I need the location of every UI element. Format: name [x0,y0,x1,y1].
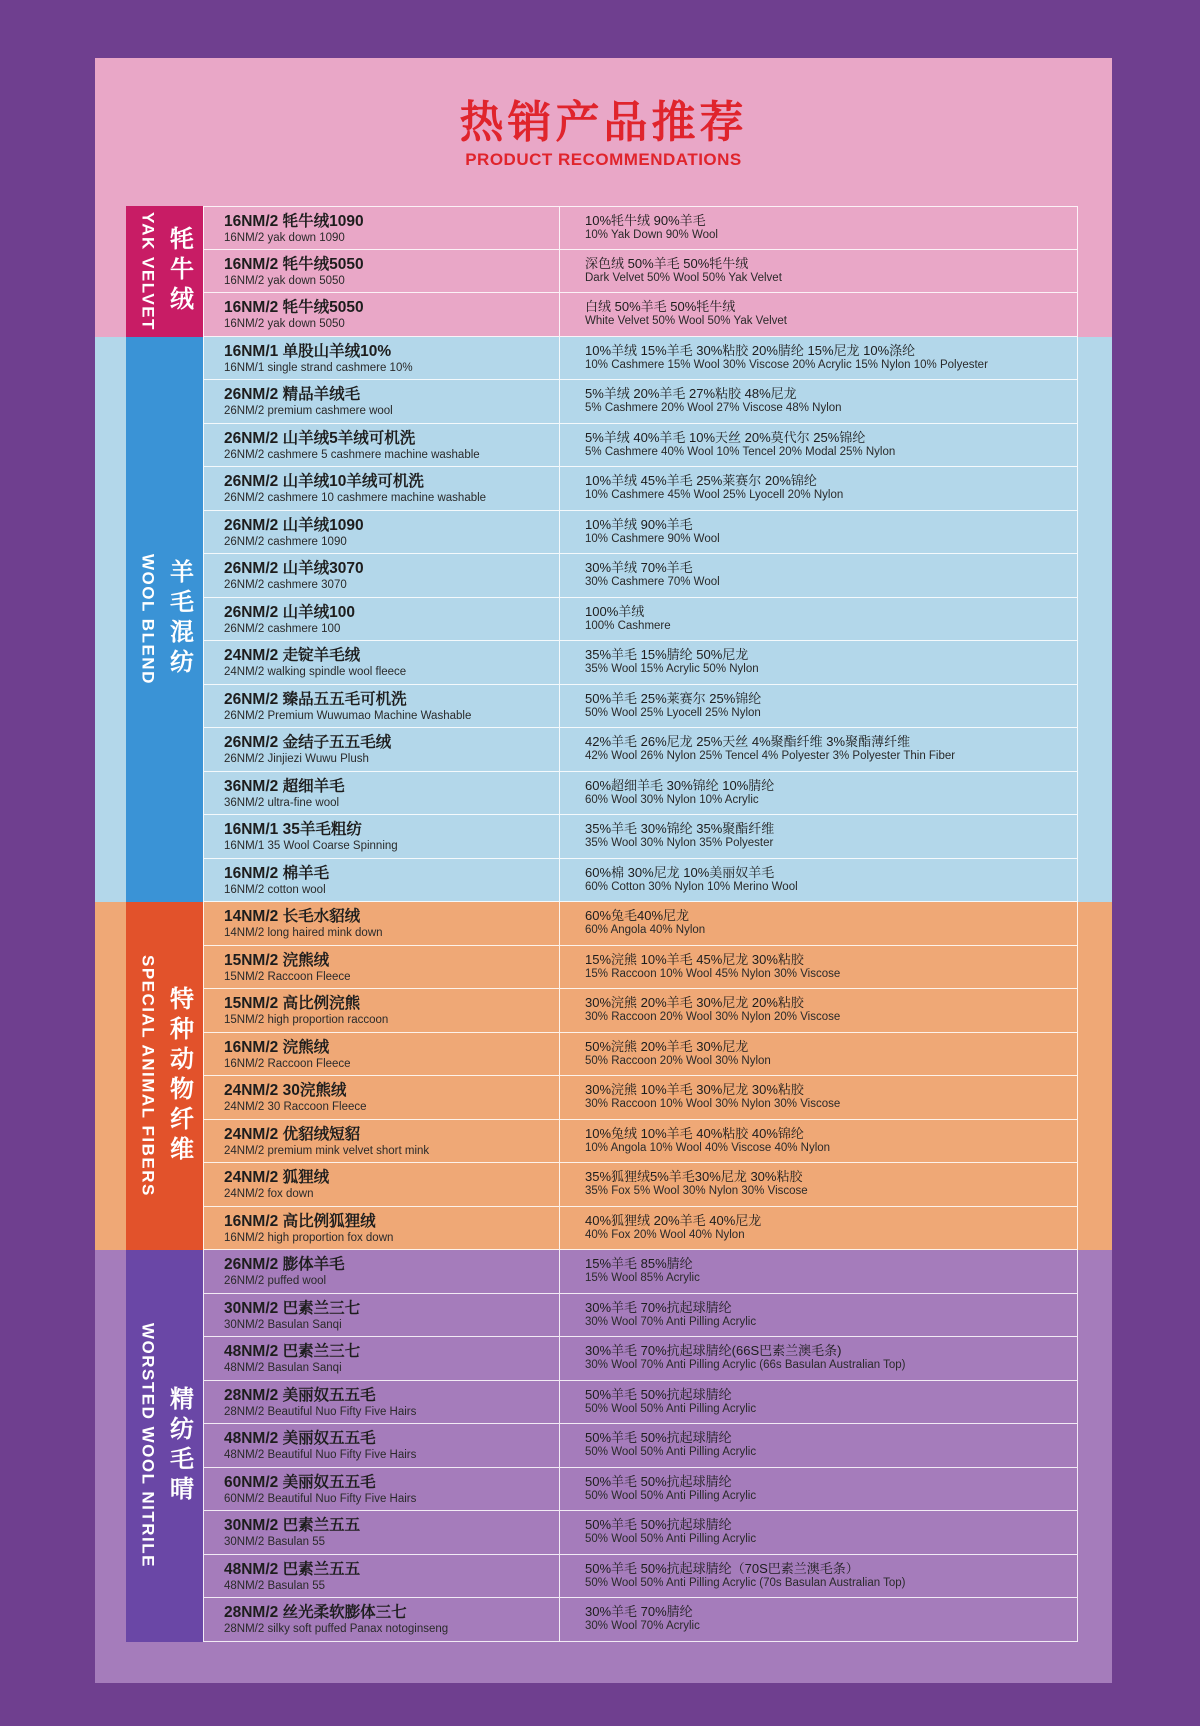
table-row [203,1163,1078,1207]
table-row [203,467,1078,511]
page-title: 热销产品推荐 [459,98,748,147]
composition-cell [560,598,1078,641]
table-row [203,685,1078,729]
composition-cell [560,1555,1078,1598]
composition-en: White Velvet 50% Wool 50% Yak Velvet [585,315,788,327]
composition-cn: 30%羊毛 70%腈纶 [585,1604,693,1619]
composition-cn: 50%羊毛 50%抗起球腈纶 [585,1517,732,1532]
product-name-en: 24NM/2 fox down [224,1188,314,1200]
product-name-cell [203,1163,560,1206]
product-name-en: 26NM/2 cashmere 3070 [224,579,347,591]
product-name: 26NM/2 山羊绒1090 [224,516,364,534]
product-name-en: 30NM/2 Basulan 55 [224,1536,326,1548]
product-name-en: 26NM/2 Jinjiezi Wuwu Plush [224,753,369,765]
product-name-cell [203,815,560,858]
product-name: 26NM/2 精品羊绒毛 [224,386,361,403]
composition-cell [560,1468,1078,1511]
composition-cn: 10%牦牛绒 90%羊毛 [585,213,706,228]
composition-cn: 42%羊毛 26%尼龙 25%天丝 4%聚酯纤维 3%聚酯薄纤维 [585,734,911,749]
table-row [203,989,1078,1033]
composition-cell [560,859,1078,902]
table-row [203,946,1078,990]
composition-en: 35% Wool 30% Nylon 35% Polyester [585,837,774,849]
composition-cn: 60%棉 30%尼龙 10%美丽奴羊毛 [585,864,775,880]
product-name-cell [203,1555,560,1598]
composition-cell [560,902,1078,945]
product-name-cell [203,1337,560,1380]
product-name: 16NM/2 高比例狐狸绒 [224,1212,376,1230]
product-name: 60NM/2 美丽奴五五毛 [224,1473,376,1491]
composition-en: 50% Wool 50% Anti Pilling Acrylic [585,1402,757,1415]
category-name-cn: 特种动物纤维 [165,985,193,1166]
table-row [203,1555,1078,1599]
table-row [203,1381,1078,1425]
composition-cell [560,1381,1078,1424]
composition-cell [560,815,1078,858]
product-name: 26NM/2 山羊绒10羊绒可机洗 [224,473,424,490]
product-name-en: 30NM/2 Basulan Sanqi [224,1318,342,1331]
table-row [203,1207,1078,1251]
composition-en: 15% Wool 85% Acrylic [585,1272,700,1284]
product-name: 16NM/2 浣熊绒 [224,1038,330,1056]
composition-cn: 35%羊毛 15%腈纶 50%尼龙 [585,647,749,662]
table-row [203,424,1078,468]
product-name-cell [203,598,560,641]
composition-cell [560,554,1078,597]
product-name-en: 28NM/2 Beautiful Nuo Fifty Five Hairs [224,1405,417,1418]
composition-cn: 30%浣熊 20%羊毛 30%尼龙 20%粘胶 [585,995,804,1010]
product-name-en: 26NM/2 cashmere 10 cashmere machine washable [224,492,487,504]
product-name-cell [203,207,560,249]
product-name-cell [203,728,560,771]
composition-cell [560,1120,1078,1163]
product-name-en: 16NM/1 35 Wool Coarse Spinning [224,840,398,852]
composition-cn: 100%羊绒 [585,603,645,619]
composition-en: 30% Wool 70% Acrylic [585,1620,700,1632]
product-name: 16NM/2 牦牛绒5050 [224,299,364,316]
category-label [126,1250,203,1642]
product-name-cell [203,772,560,815]
composition-cn: 60%超细羊毛 30%锦纶 10%腈纶 [585,777,775,793]
product-name-cell [203,1598,560,1641]
table-row [203,772,1078,816]
product-name-cell [203,424,560,467]
composition-cell [560,1598,1078,1641]
composition-cn: 10%兔绒 10%羊毛 40%粘胶 40%锦纶 [585,1125,804,1141]
product-name-cell [203,641,560,684]
product-name-en: 16NM/2 high proportion fox down [224,1231,394,1244]
product-name: 24NM/2 走锭羊毛绒 [224,647,361,664]
product-name: 16NM/2 棉羊毛 [224,864,330,882]
composition-cell [560,685,1078,728]
composition-en: 10% Cashmere 15% Wool 30% Viscose 20% Acrylic 15% Nylon 10% Polyester [585,358,988,371]
product-name-en: 14NM/2 long haired mink down [224,927,383,939]
table-row [203,337,1078,381]
category-label [126,206,203,337]
composition-cell [560,946,1078,989]
composition-en: 60% Cotton 30% Nylon 10% Merino Wool [585,880,798,893]
product-name-en: 15NM/2 Raccoon Fleece [224,970,351,983]
composition-cn: 50%羊毛 50%抗起球腈纶（70S巴素兰澳毛条） [585,1560,859,1576]
composition-en: 40% Fox 20% Wool 40% Nylon [585,1228,745,1241]
product-name-cell [203,337,560,380]
table-row [203,815,1078,859]
product-name: 16NM/1 单股山羊绒10% [224,342,392,360]
composition-cell [560,772,1078,815]
table-row [203,380,1078,424]
table-row [203,1598,1078,1642]
composition-en: 50% Wool 25% Lyocell 25% Nylon [585,706,761,719]
product-name: 30NM/2 巴素兰五五 [224,1517,361,1534]
composition-cn: 5%羊绒 40%羊毛 10%天丝 20%莫代尔 25%锦纶 [585,429,866,445]
composition-cn: 50%羊毛 50%抗起球腈纶 [585,1386,732,1402]
product-name-en: 16NM/2 Raccoon Fleece [224,1057,351,1070]
composition-cn: 35%狐狸绒5%羊毛30%尼龙 30%粘胶 [585,1169,803,1184]
table-row [203,1337,1078,1381]
composition-cell [560,293,1078,336]
product-name: 28NM/2 丝光柔软膨体三七 [224,1604,407,1621]
product-name-cell [203,1207,560,1250]
table-row [203,902,1078,946]
product-name-en: 16NM/2 yak down 5050 [224,274,345,287]
category-label-text [137,554,193,685]
category-name-en: YAK VELVET [138,211,158,331]
product-name-cell [203,946,560,989]
composition-cell [560,1294,1078,1337]
product-name-cell [203,467,560,510]
composition-en: 50% Wool 50% Anti Pilling Acrylic (70s Basulan Australian Top) [585,1576,906,1589]
product-name: 48NM/2 美丽奴五五毛 [224,1430,376,1447]
product-name-cell [203,1033,560,1076]
product-name: 26NM/2 山羊绒100 [224,603,355,621]
composition-cn: 50%浣熊 20%羊毛 30%尼龙 [585,1038,749,1054]
table-row [203,1076,1078,1120]
product-name-cell [203,511,560,554]
composition-cell [560,1076,1078,1119]
composition-cn: 15%浣熊 10%羊毛 45%尼龙 30%粘胶 [585,951,804,967]
composition-cell [560,424,1078,467]
composition-cell [560,380,1078,423]
product-name-cell [203,293,560,336]
product-name-cell [203,685,560,728]
page-subtitle: PRODUCT RECOMMENDATIONS [465,150,742,169]
category-label [126,337,203,903]
composition-cell [560,511,1078,554]
composition-en: 35% Fox 5% Wool 30% Nylon 30% Viscose [585,1185,808,1197]
product-name-cell [203,989,560,1032]
composition-cell [560,1033,1078,1076]
product-name-cell [203,1250,560,1293]
composition-cell [560,337,1078,380]
table-row [203,206,1078,250]
product-name-cell [203,380,560,423]
product-name-en: 26NM/2 cashmere 5 cashmere machine washable [224,448,480,461]
composition-cn: 30%羊毛 70%抗起球腈纶(66S巴素兰澳毛条) [585,1343,842,1358]
table-row [203,859,1078,903]
table-row [203,511,1078,555]
composition-cell [560,728,1078,771]
product-name-cell [203,1424,560,1467]
product-name: 16NM/2 牦牛绒5050 [224,255,364,273]
product-name-en: 28NM/2 silky soft puffed Panax notoginseng [224,1623,449,1635]
product-name-en: 48NM/2 Beautiful Nuo Fifty Five Hairs [224,1449,417,1461]
composition-cell [560,1337,1078,1380]
composition-en: 30% Raccoon 10% Wool 30% Nylon 30% Viscose [585,1098,841,1110]
product-name: 26NM/2 山羊绒3070 [224,560,364,577]
composition-cell [560,989,1078,1032]
product-name-cell [203,1076,560,1119]
table-row [203,1250,1078,1294]
table-row [203,728,1078,772]
composition-cn: 10%羊绒 15%羊毛 30%粘胶 20%腈纶 15%尼龙 10%涤纶 [585,342,916,358]
composition-cell [560,1424,1078,1467]
product-name-en: 26NM/2 Premium Wuwumao Machine Washable [224,709,472,722]
composition-cn: 白绒 50%羊毛 50%牦牛绒 [585,299,736,314]
product-name-en: 26NM/2 puffed wool [224,1275,327,1287]
composition-cell [560,467,1078,510]
composition-cn: 30%羊绒 70%羊毛 [585,560,693,575]
table-row [203,1468,1078,1512]
composition-en: 10% Yak Down 90% Wool [585,229,718,241]
table-row [203,641,1078,685]
composition-en: Dark Velvet 50% Wool 50% Yak Velvet [585,271,782,284]
product-name-en: 26NM/2 cashmere 100 [224,622,341,635]
composition-cell [560,1511,1078,1554]
product-sheet [95,58,1112,1683]
product-name-en: 60NM/2 Beautiful Nuo Fifty Five Hairs [224,1492,417,1505]
product-name-cell [203,1294,560,1337]
product-name: 15NM/2 高比例浣熊 [224,995,361,1012]
composition-en: 30% Wool 70% Anti Pilling Acrylic (66s Basulan Australian Top) [585,1359,906,1371]
product-name: 24NM/2 优貂绒短貂 [224,1125,361,1143]
product-name-cell [203,1468,560,1511]
composition-cell [560,250,1078,293]
composition-en: 10% Cashmere 45% Wool 25% Lyocell 20% Nylon [585,489,844,501]
product-name-en: 26NM/2 cashmere 1090 [224,535,347,548]
composition-en: 10% Angola 10% Wool 40% Viscose 40% Nylon [585,1141,831,1154]
composition-en: 50% Raccoon 20% Wool 30% Nylon [585,1054,771,1067]
product-name-cell [203,250,560,293]
product-name-cell [203,1120,560,1163]
product-name-en: 16NM/1 single strand cashmere 10% [224,361,413,374]
product-name: 26NM/2 山羊绒5羊绒可机洗 [224,429,416,447]
product-name: 30NM/2 巴素兰三七 [224,1299,361,1317]
composition-cell [560,1207,1078,1250]
product-name-cell [203,1511,560,1554]
composition-en: 50% Wool 50% Anti Pilling Acrylic [585,1533,757,1545]
composition-cell [560,1250,1078,1293]
category-label [126,902,203,1250]
composition-cn: 60%兔毛40%尼龙 [585,908,690,923]
composition-cn: 深色绒 50%羊毛 50%牦牛绒 [585,255,749,271]
composition-cn: 50%羊毛 50%抗起球腈纶 [585,1473,732,1489]
product-name: 24NM/2 30浣熊绒 [224,1082,347,1099]
product-name-en: 24NM/2 premium mink velvet short mink [224,1144,430,1157]
category-name-cn: 羊毛混纺 [165,559,193,680]
product-name: 14NM/2 长毛水貂绒 [224,908,361,925]
composition-en: 50% Wool 50% Anti Pilling Acrylic [585,1489,757,1502]
composition-cn: 10%羊绒 45%羊毛 25%莱赛尔 20%锦纶 [585,473,817,488]
composition-en: 42% Wool 26% Nylon 25% Tencel 4% Polyester 3% Polyester Thin Fiber [585,750,956,762]
product-name-en: 16NM/2 cotton wool [224,883,326,896]
composition-en: 30% Wool 70% Anti Pilling Acrylic [585,1315,757,1328]
product-name-cell [203,859,560,902]
product-name: 15NM/2 浣熊绒 [224,951,330,969]
composition-en: 30% Raccoon 20% Wool 30% Nylon 20% Viscose [585,1011,841,1023]
table-row [203,250,1078,294]
table-row [203,1511,1078,1555]
table-row [203,554,1078,598]
category-label-text [137,212,193,331]
category-label-text [137,955,193,1197]
category-name-cn: 精纺毛晴 [165,1385,193,1506]
composition-cell [560,207,1078,249]
composition-cn: 30%浣熊 10%羊毛 30%尼龙 30%粘胶 [585,1082,804,1097]
composition-cell [560,641,1078,684]
product-name-cell [203,902,560,945]
composition-en: 15% Raccoon 10% Wool 45% Nylon 30% Viscose [585,967,841,980]
product-name: 26NM/2 膨体羊毛 [224,1256,345,1273]
product-name-en: 15NM/2 high proportion raccoon [224,1014,389,1026]
composition-cn: 40%狐狸绒 20%羊毛 40%尼龙 [585,1212,762,1228]
composition-en: 35% Wool 15% Acrylic 50% Nylon [585,663,759,675]
title-block [95,96,1112,170]
product-name: 48NM/2 巴素兰五五 [224,1560,361,1578]
table-row [203,293,1078,337]
product-name: 26NM/2 臻品五五毛可机洗 [224,690,407,708]
composition-cn: 30%羊毛 70%抗起球腈纶 [585,1299,732,1315]
product-name-en: 36NM/2 ultra-fine wool [224,796,340,809]
composition-en: 60% Wool 30% Nylon 10% Acrylic [585,793,759,806]
table-row [203,1294,1078,1338]
category-label-text [137,1323,193,1568]
composition-en: 10% Cashmere 90% Wool [585,532,720,545]
product-name-en: 48NM/2 Basulan Sanqi [224,1362,342,1374]
product-name: 24NM/2 狐狸绒 [224,1169,330,1186]
product-name-en: 16NM/2 yak down 1090 [224,232,345,244]
composition-cn: 5%羊绒 20%羊毛 27%粘胶 48%尼龙 [585,386,797,401]
composition-cn: 50%羊毛 50%抗起球腈纶 [585,1430,732,1445]
product-name: 26NM/2 金结子五五毛绒 [224,734,392,751]
product-name: 28NM/2 美丽奴五五毛 [224,1386,376,1404]
composition-cn: 35%羊毛 30%锦纶 35%聚酯纤维 [585,821,775,836]
composition-en: 50% Wool 50% Anti Pilling Acrylic [585,1446,757,1458]
product-name-cell [203,1381,560,1424]
category-name-cn: 牦牛绒 [165,226,193,317]
composition-cn: 10%羊绒 90%羊毛 [585,516,693,532]
table-row [203,1120,1078,1164]
product-name-en: 24NM/2 walking spindle wool fleece [224,666,407,678]
composition-en: 30% Cashmere 70% Wool [585,576,720,588]
table-row [203,1424,1078,1468]
composition-cn: 50%羊毛 25%莱赛尔 25%锦纶 [585,690,762,706]
composition-en: 5% Cashmere 40% Wool 10% Tencel 20% Modal 25% Nylon [585,445,896,458]
composition-en: 60% Angola 40% Nylon [585,924,706,936]
category-name-en: WORSTED WOOL NITRILE [138,1323,158,1569]
product-name-cell [203,554,560,597]
category-name-en: WOOL BLEND [138,553,158,685]
composition-cn: 15%羊毛 85%腈纶 [585,1256,693,1271]
composition-cell [560,1163,1078,1206]
composition-en: 100% Cashmere [585,619,671,632]
product-name-en: 48NM/2 Basulan 55 [224,1579,326,1592]
product-name: 36NM/2 超细羊毛 [224,777,345,795]
category-name-en: SPECIAL ANIMAL FIBERS [138,955,158,1197]
product-name: 16NM/2 牦牛绒1090 [224,213,364,230]
product-name: 48NM/2 巴素兰三七 [224,1343,361,1360]
table-row [203,598,1078,642]
product-name-en: 16NM/2 yak down 5050 [224,318,345,330]
product-name-en: 26NM/2 premium cashmere wool [224,405,393,417]
table-row [203,1033,1078,1077]
product-name: 16NM/1 35羊毛粗纺 [224,821,362,838]
composition-en: 5% Cashmere 20% Wool 27% Viscose 48% Nylon [585,402,842,414]
product-name-en: 24NM/2 30 Raccoon Fleece [224,1101,367,1113]
